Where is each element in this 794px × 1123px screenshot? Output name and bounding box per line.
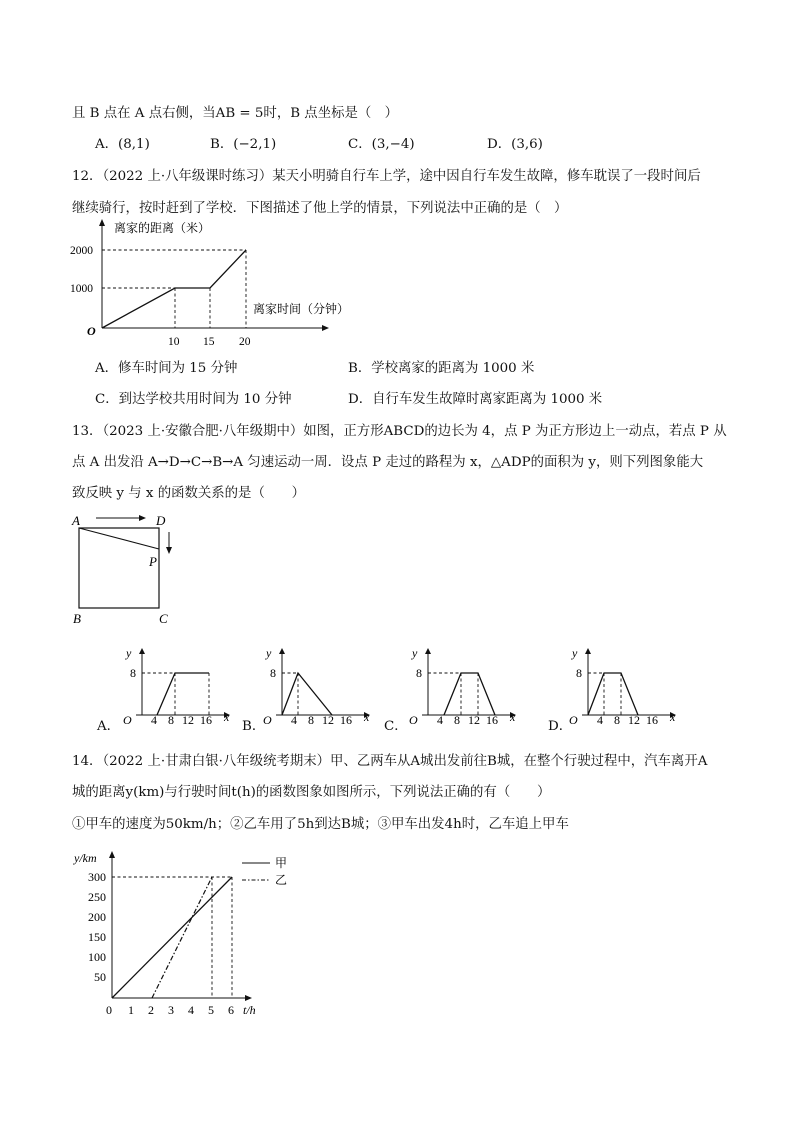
q13-c-tick-12: 12 [468, 713, 480, 727]
square-label-d: D [156, 513, 166, 528]
q13-graph-c [398, 643, 528, 728]
q13-b-tick-12: 12 [322, 713, 334, 727]
q14-ytick-150: 150 [88, 930, 106, 944]
q14-xtick-6: 6 [228, 1003, 234, 1017]
q13-c-tick-16: 16 [486, 713, 498, 727]
q14-legend-yi: 乙 [275, 873, 288, 887]
q14-xtick-4: 4 [188, 1003, 194, 1017]
q12-option-a: A．修车时间为 15 分钟 [95, 361, 238, 376]
q14-line-jia [112, 877, 232, 998]
square-label-p: P [149, 554, 157, 569]
q13-c-eight: 8 [416, 666, 422, 680]
q13-b-tick-8: 8 [308, 713, 314, 727]
q14-xtick-2: 2 [148, 1003, 154, 1017]
q14-ytick-300: 300 [88, 870, 106, 884]
q13-a-tick-4: 4 [151, 713, 157, 727]
q12-chart [70, 215, 380, 348]
q13-text-line3: 致反映 y 与 x 的函数关系的是（ ） [72, 486, 306, 501]
q13-a-origin: O [123, 713, 132, 727]
q13-a-ylabel: y [126, 646, 132, 660]
q14-xtick-5: 5 [208, 1003, 214, 1017]
q13-c-xlabel: x [510, 710, 516, 724]
q13-d-tick-16: 16 [646, 713, 658, 727]
q13-a-tick-12: 12 [182, 713, 194, 727]
q13-a-curve [157, 673, 209, 715]
q13-option-a-letter: A． [97, 719, 121, 734]
q13-b-ylabel: y [266, 646, 272, 660]
square-label-b: B [73, 611, 81, 626]
q11-text: 且 B 点在 A 点右侧，当AB = 5时，B 点坐标是（ ） [72, 106, 399, 121]
q11-option-b: B．(−2,1) [210, 137, 277, 152]
q14-line-yi [152, 877, 212, 998]
q12-option-c: C．到达学校共用时间为 10 分钟 [95, 392, 292, 407]
q14-text-line3: ①甲车的速度为50km/h；②乙车用了5h到达B城；③甲车出发4h时，乙车追上甲车 [72, 817, 569, 832]
q13-d-eight: 8 [576, 666, 582, 680]
q13-c-origin: O [409, 713, 418, 727]
q14-text-line1: 14．（2022 上·甘肃白银·八年级统考期末）甲、乙两车从A城出发前往B城，在整个行驶过程中，汽车离开A [72, 754, 708, 769]
q12-xtick-10: 10 [168, 336, 180, 348]
q14-ytick-200: 200 [88, 910, 106, 924]
q12-ylabel: 离家的距离（米） [114, 221, 211, 235]
square-label-c: C [159, 611, 168, 626]
q13-c-tick-8: 8 [454, 713, 460, 727]
q13-d-curve [588, 673, 638, 715]
q12-text-line1: 12．（2022 上·八年级课时练习）某天小明骑自行车上学，途中因自行车发生故障，修车耽误了一段时间后 [72, 169, 701, 184]
q12-ytick-1000: 1000 [70, 283, 93, 295]
q11-option-a: A．(8,1) [95, 137, 150, 152]
q13-b-curve [282, 673, 332, 715]
q12-xtick-15: 15 [203, 336, 215, 348]
q13-a-xlabel: x [224, 710, 230, 724]
q13-b-tick-4: 4 [291, 713, 297, 727]
q12-option-b: B．学校离家的距离为 1000 米 [348, 361, 535, 376]
arrow-down-icon [166, 547, 172, 554]
q14-text-line2: 城的距离y(km)与行驶时间t(h)的函数图象如图所示，下列说法正确的有（ ） [72, 785, 551, 800]
q14-ytick-100: 100 [88, 950, 106, 964]
q13-d-tick-4: 4 [597, 713, 603, 727]
q13-d-tick-12: 12 [628, 713, 640, 727]
q12-text-line2: 继续骑行，按时赶到了学校．下图描述了他上学的情景，下列说法中正确的是（ ） [72, 201, 568, 216]
q14-chart [70, 845, 310, 1025]
q13-c-tick-4: 4 [437, 713, 443, 727]
q13-d-xlabel: x [670, 710, 676, 724]
arrow-right-icon [139, 515, 146, 521]
q12-distance-line [102, 250, 246, 328]
q13-graph-b [252, 643, 382, 728]
q13-square-figure [70, 510, 190, 630]
y-axis-arrow-icon [109, 851, 115, 858]
q14-ytick-250: 250 [88, 890, 106, 904]
q13-option-b-letter: B． [242, 719, 266, 734]
q14-ytick-50: 50 [94, 970, 106, 984]
q13-graph-a [112, 643, 242, 728]
q13-text-line1: 13．（2023 上·安徽合肥·八年级期中）如图，正方形ABCD的边长为 4，点 P 为正方形边上一动点，若点 P 从 [72, 424, 727, 439]
q13-c-curve [444, 673, 495, 715]
q11-option-d: D．(3,6) [487, 137, 543, 152]
q11-option-c: C．(3,−4) [348, 137, 415, 152]
q13-text-line2: 点 A 出发沿 A→D→C→B→A 匀速运动一周．设点 P 走过的路程为 x，△ADP的面积为 y，则下列图象能大 [72, 455, 704, 470]
q14-xlabel: t/h [243, 1003, 256, 1017]
q13-option-d-letter: D． [548, 719, 573, 734]
q14-legend-jia: 甲 [275, 856, 288, 870]
q14-xtick-0: 0 [106, 1003, 112, 1017]
q12-xtick-20: 20 [239, 336, 251, 348]
square-label-a: A [72, 513, 80, 528]
q13-b-eight: 8 [270, 666, 276, 680]
q13-option-c-letter: C． [384, 719, 408, 734]
q13-a-tick-16: 16 [200, 713, 212, 727]
q13-b-origin: O [263, 713, 272, 727]
q13-graph-d [558, 643, 688, 728]
q13-b-tick-16: 16 [340, 713, 352, 727]
q13-a-tick-8: 8 [168, 713, 174, 727]
x-axis-arrow-icon [322, 325, 329, 331]
q14-ylabel: y/km [74, 851, 97, 865]
q14-xtick-1: 1 [128, 1003, 134, 1017]
q13-d-tick-8: 8 [614, 713, 620, 727]
q13-b-xlabel: x [364, 710, 370, 724]
y-axis-arrow-icon [99, 219, 105, 226]
q13-d-ylabel: y [572, 646, 578, 660]
x-axis-arrow-icon [245, 995, 252, 1001]
q12-option-d: D．自行车发生故障时离家距离为 1000 米 [348, 392, 603, 407]
q13-d-origin: O [569, 713, 578, 727]
q12-xlabel: 离家时间（分钟） [253, 302, 350, 316]
q13-a-eight: 8 [130, 666, 136, 680]
q12-origin: O [87, 324, 96, 338]
q13-c-ylabel: y [412, 646, 418, 660]
q14-xtick-3: 3 [168, 1003, 174, 1017]
q12-ytick-2000: 2000 [70, 245, 93, 257]
